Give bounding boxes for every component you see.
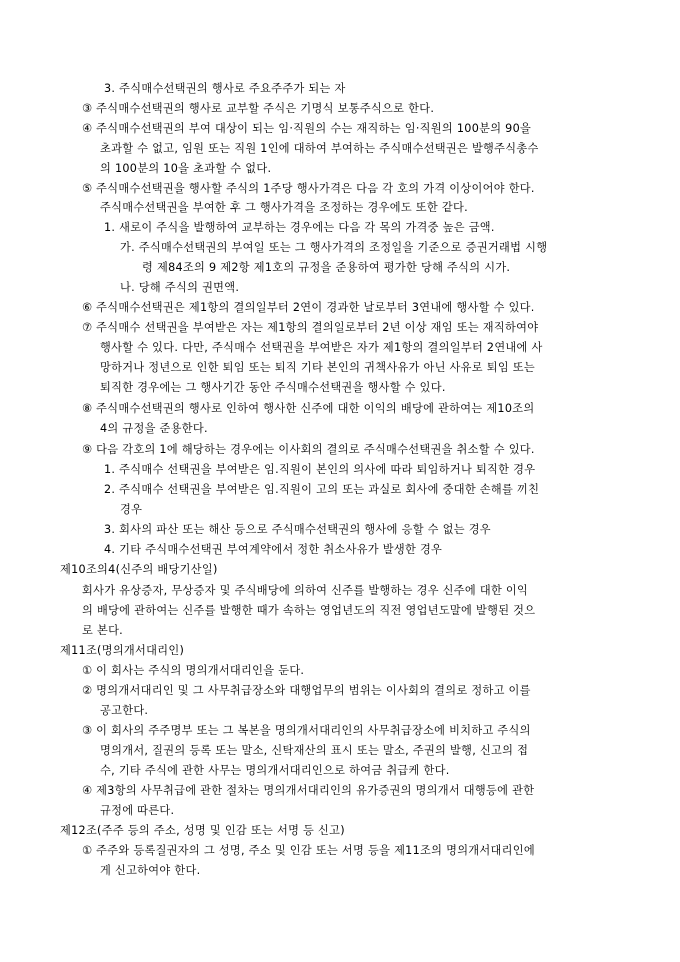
- para-9-item1: 1. 주식매수 선택권을 부여받은 임.직원이 본인의 의사에 따라 퇴임하거나 퇴직한 경우: [104, 463, 536, 476]
- article-12-para-1-line2: 게 신고하여야 한다.: [100, 864, 201, 877]
- para-6: ⑥ 주식매수선택권은 제1항의 결의일부터 2연이 경과한 날로부터 3연내에 행사할 수 있다.: [82, 301, 535, 314]
- article-12-title: 제12조(주주 등의 주소, 성명 및 인감 또는 서명 등 신고): [60, 824, 345, 837]
- article-11-para-4-line2: 규정에 따른다.: [100, 804, 175, 817]
- article-10-4-title: 제10조의4(신주의 배당기산일): [60, 563, 218, 576]
- article-12-para-1-line1: ① 주주와 등록질권자의 그 성명, 주소 및 인감 또는 서명 등을 제11조의 명의개서대리인에: [82, 844, 535, 857]
- article-10-4-body-line1: 회사가 유상증자, 무상증자 및 주식배당에 의하여 신주를 발행하는 경우 신주에 대한 이익: [82, 584, 529, 597]
- article-10-4-body-line2: 의 배당에 관하여는 신주를 발행한 때가 속하는 영업년도의 직전 영업년도말에 발행된 것으: [82, 604, 536, 617]
- article-11-para-2-line1: ② 명의개서대리인 및 그 사무취급장소와 대행업무의 범위는 이사회의 결의로 정하고 이를: [82, 684, 531, 697]
- article-11-para-3-line3: 수, 기타 주식에 관한 사무는 명의개서대리인으로 하여금 취급케 한다.: [100, 764, 450, 777]
- para-7-line2: 행사할 수 있다. 다만, 주식매수 선택권을 부여받은 자가 제1항의 결의일부터 2연내에 사: [100, 341, 543, 354]
- para-5-line2: 주식매수선택권을 부여한 후 그 행사가격을 조정하는 경우에도 또한 같다.: [100, 201, 468, 214]
- para-5-item1-ga-line2: 령 제84조의 9 제2항 제1호의 규정을 준용하여 평가한 당해 주식의 시가.: [142, 261, 511, 274]
- para-9-item2-line1: 2. 주식매수 선택권을 부여받은 임.직원이 고의 또는 과실로 회사에 중대한 손해를 끼친: [104, 483, 540, 496]
- para-8-line2: 4의 규정을 준용한다.: [100, 422, 208, 435]
- para-7-line3: 망하거나 정년으로 인한 퇴임 또는 퇴직 기타 본인의 귀책사유가 아닌 사유로 퇴임 또는: [100, 361, 536, 374]
- item-3-major-shareholder: 3. 주식매수선택권의 행사로 주요주주가 되는 자: [104, 82, 346, 95]
- para-4-line3: 의 100분의 10을 초과할 수 없다.: [100, 162, 272, 175]
- para-9-item2-line2: 경우: [120, 503, 143, 516]
- para-5-item1-na: 나. 당해 주식의 권면액.: [120, 281, 240, 294]
- para-9-item3: 3. 회사의 파산 또는 해산 등으로 주식매수선택권의 행사에 응할 수 없는 경우: [104, 523, 491, 536]
- article-11-para-3-line1: ③ 이 회사의 주주명부 또는 그 복본을 명의개서대리인의 사무취급장소에 비치하고 주식의: [82, 724, 531, 737]
- article-10-4-body-line3: 로 본다.: [82, 624, 124, 637]
- article-11-para-2-line2: 공고한다.: [100, 704, 149, 717]
- article-11-para-4-line1: ④ 제3항의 사무취급에 관한 절차는 명의개서대리인의 유가증권의 명의개서 대행등에 관한: [82, 784, 535, 797]
- article-11-title: 제11조(명의개서대리인): [60, 644, 185, 657]
- article-11-para-1: ① 이 회사는 주식의 명의개서대리인을 둔다.: [82, 664, 305, 677]
- article-11-para-3-line2: 명의개서, 질권의 등록 또는 말소, 신탁재산의 표시 또는 말소, 주권의 발행, 신고의 접: [100, 744, 529, 757]
- para-5-item1: 1. 새로이 주식을 발행하여 교부하는 경우에는 다음 각 목의 가격중 높은 금액.: [104, 221, 495, 234]
- para-5-item1-ga-line1: 가. 주식매수선택권의 부여일 또는 그 행사가격의 조정일을 기준으로 증권거래법 시행: [120, 241, 548, 254]
- para-4-line2: 초과할 수 없고, 임원 또는 직원 1인에 대하여 부여하는 주식매수선택권은 발행주식총수: [100, 142, 539, 155]
- para-9-item4: 4. 기타 주식매수선택권 부여계약에서 정한 취소사유가 발생한 경우: [104, 543, 443, 556]
- para-8-line1: ⑧ 주식매수선택권의 행사로 인하여 행사한 신주에 대한 이익의 배당에 관하여는 제10조의: [82, 402, 535, 415]
- para-7-line1: ⑦ 주식매수 선택권을 부여받은 자는 제1항의 결의일로부터 2년 이상 재임 또는 재직하여야: [82, 321, 539, 334]
- para-7-line4: 퇴직한 경우에는 그 행사기간 동안 주식매수선택권을 행사할 수 있다.: [100, 381, 446, 394]
- para-9: ⑨ 다음 각호의 1에 해당하는 경우에는 이사회의 결의로 주식매수선택권을 취소할 수 있다.: [82, 443, 535, 456]
- para-3: ③ 주식매수선택권의 행사로 교부할 주식은 기명식 보통주식으로 한다.: [82, 102, 435, 115]
- para-5-line1: ⑤ 주식매수선택권을 행사할 주식의 1주당 행사가격은 다음 각 호의 가격 이상이어야 한다.: [82, 182, 535, 195]
- para-4-line1: ④ 주식매수선택권의 부여 대상이 되는 임·직원의 수는 재직하는 임·직원의 100분의 90을: [82, 122, 532, 135]
